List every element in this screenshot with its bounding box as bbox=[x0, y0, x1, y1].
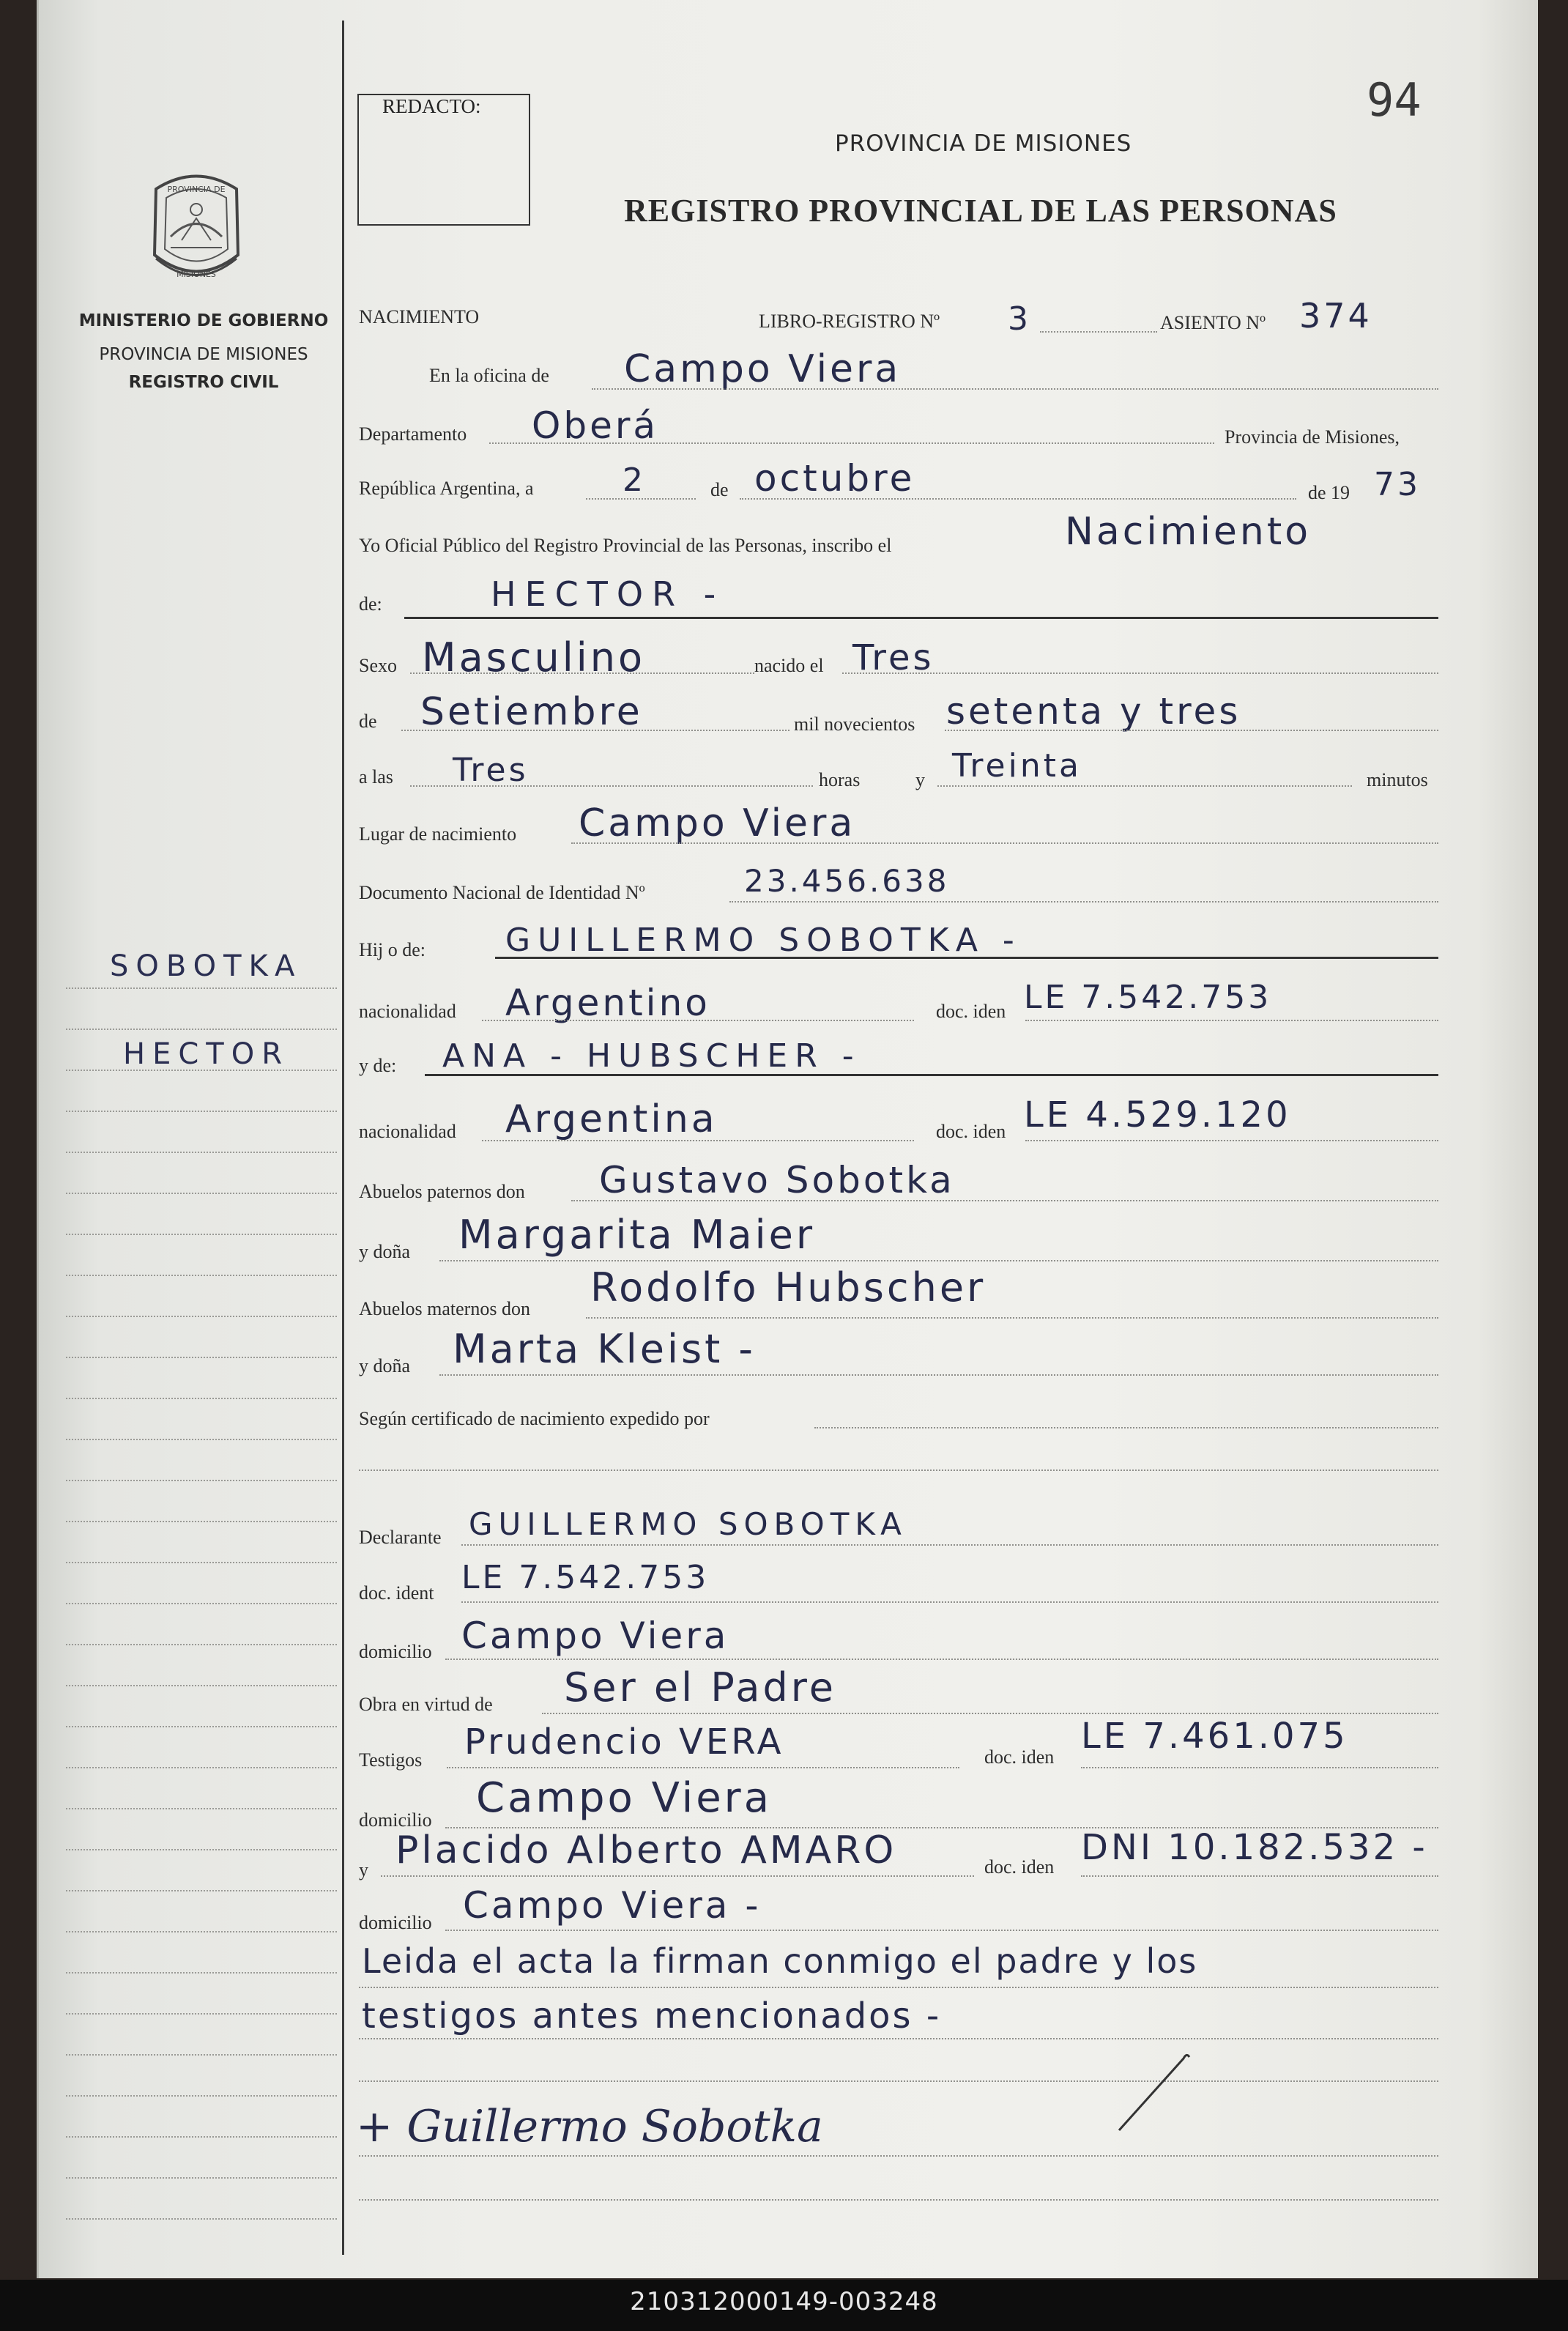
mother-of-label: y de: bbox=[359, 1055, 397, 1076]
witness2-domicile-line bbox=[445, 1930, 1438, 1931]
day-value: 2 bbox=[623, 462, 646, 499]
margin-ruled-line bbox=[66, 1808, 337, 1809]
father-doc-label: doc. iden bbox=[936, 1001, 1006, 1022]
minutes-value: Treinta bbox=[952, 747, 1082, 785]
crest-top-text: PROVINCIA DE bbox=[167, 185, 226, 194]
form-vertical-rule bbox=[342, 21, 344, 2255]
witness1-name-line bbox=[447, 1767, 959, 1768]
maternal-grandmother: Marta Kleist - bbox=[453, 1326, 756, 1372]
margin-ruled-line bbox=[66, 1398, 337, 1399]
witnesses-label: Testigos bbox=[359, 1749, 423, 1771]
born-month-line bbox=[401, 730, 789, 731]
margin-ruled-line bbox=[66, 2218, 337, 2220]
witness1-doc-line bbox=[1081, 1767, 1438, 1768]
born-year-words: setenta y tres bbox=[946, 690, 1241, 733]
department-line bbox=[489, 442, 1214, 444]
margin-ruled-line bbox=[66, 1521, 337, 1522]
virtue-value: Ser el Padre bbox=[564, 1664, 836, 1711]
margin-ruled-line bbox=[66, 1603, 337, 1604]
day-line bbox=[586, 498, 696, 500]
margin-province-label: PROVINCIA DE MISIONES bbox=[99, 345, 308, 364]
father-doc: LE 7.542.753 bbox=[1024, 979, 1272, 1016]
office-label: En la oficina de bbox=[429, 365, 549, 386]
witness2-name: Placido Alberto AMARO bbox=[395, 1828, 897, 1872]
coat-of-arms-icon bbox=[141, 167, 251, 290]
father-name-line bbox=[495, 957, 1438, 959]
margin-ruled-line bbox=[66, 1931, 337, 1932]
office-value: Campo Viera bbox=[624, 347, 902, 391]
registry-title: REGISTRO PROVINCIAL DE LAS PERSONAS bbox=[624, 193, 1337, 229]
birthplace-value: Campo Viera bbox=[579, 801, 856, 845]
sex-line bbox=[410, 672, 754, 674]
margin-ruled-line bbox=[66, 1849, 337, 1850]
margin-ruled-line bbox=[66, 1685, 337, 1686]
entry-label: ASIENTO Nº bbox=[1160, 312, 1266, 333]
mother-nationality-label: nacionalidad bbox=[359, 1121, 456, 1142]
margin-ruled-line bbox=[66, 1439, 337, 1440]
blank-line-2 bbox=[359, 2199, 1438, 2201]
signature-line bbox=[359, 2155, 1438, 2157]
witness2-doc-label: doc. iden bbox=[984, 1856, 1055, 1878]
hours-label: horas bbox=[819, 769, 861, 790]
declarant-label: Declarante bbox=[359, 1527, 442, 1548]
witness1-name: Prudencio VERA bbox=[464, 1722, 784, 1763]
witness2-domicile-label: domicilio bbox=[359, 1912, 432, 1933]
province-title: PROVINCIA DE MISIONES bbox=[835, 130, 1132, 157]
hour-value: Tres bbox=[453, 752, 529, 789]
child-of-parents-label: Hij o de: bbox=[359, 939, 426, 960]
declarant-line bbox=[461, 1544, 1438, 1546]
entry-value: 374 bbox=[1299, 296, 1372, 336]
closing-line-1: Leida el acta la firman conmigo el padre y los bbox=[362, 1941, 1198, 1981]
witness2-name-line bbox=[381, 1875, 974, 1877]
margin-ruled-line bbox=[66, 1890, 337, 1891]
scan-id: 210312000149-003248 bbox=[630, 2287, 938, 2316]
mother-doc-label: doc. iden bbox=[936, 1121, 1006, 1142]
paternal-grandmother-label: y doña bbox=[359, 1241, 411, 1262]
child-name: HECTOR - bbox=[491, 574, 725, 614]
born-year-line bbox=[945, 730, 1438, 731]
officer-pen-stroke bbox=[1113, 2044, 1201, 2139]
sex-label: Sexo bbox=[359, 655, 397, 676]
closing-line-1-rule bbox=[359, 1987, 1438, 1988]
mother-name-line bbox=[425, 1074, 1438, 1076]
mother-name: ANA - HUBSCHER - bbox=[442, 1037, 861, 1075]
paternal-grandmother-line bbox=[439, 1260, 1438, 1261]
declarant-doc-line bbox=[461, 1601, 1438, 1603]
margin-ruled-line bbox=[66, 1316, 337, 1317]
father-nationality-line bbox=[482, 1020, 914, 1021]
margin-ruled-line bbox=[66, 2136, 337, 2138]
witness2-doc-line bbox=[1081, 1875, 1438, 1877]
margin-ruled-line bbox=[66, 1029, 337, 1030]
declarant-domicile: Campo Viera bbox=[461, 1615, 729, 1657]
maternal-grandfather-line bbox=[586, 1317, 1438, 1319]
paternal-grandmother: Margarita Maier bbox=[458, 1212, 816, 1258]
father-signature: + Guillermo Sobotka bbox=[356, 2101, 823, 2152]
witness1-domicile-label: domicilio bbox=[359, 1809, 432, 1831]
department-label: Departamento bbox=[359, 423, 467, 445]
father-nationality: Argentino bbox=[505, 982, 710, 1024]
redacto-label: REDACTO: bbox=[382, 95, 481, 117]
mother-doc: LE 4.529.120 bbox=[1024, 1094, 1291, 1135]
maternal-grandfather: Rodolfo Hubscher bbox=[590, 1264, 986, 1311]
declarant-doc-label: doc. ident bbox=[359, 1582, 434, 1604]
dni-label: Documento Nacional de Identidad Nº bbox=[359, 882, 645, 903]
born-month: Setiembre bbox=[420, 690, 643, 734]
mother-nationality-line bbox=[482, 1140, 914, 1141]
margin-ruled-line bbox=[66, 1562, 337, 1563]
margin-ruled-line bbox=[66, 1111, 337, 1112]
maternal-grandmother-line bbox=[439, 1374, 1438, 1376]
virtue-line bbox=[542, 1713, 1438, 1714]
record-type-label: NACIMIENTO bbox=[359, 306, 480, 327]
born-day-line bbox=[842, 672, 1438, 674]
witness2-y-label: y bbox=[359, 1859, 368, 1880]
act-value: Nacimiento bbox=[1065, 510, 1312, 554]
officer-text: Yo Oficial Público del Registro Provincial de las Personas, inscribo el bbox=[359, 535, 892, 556]
margin-ruled-line bbox=[66, 2095, 337, 2097]
declarant-domicile-label: domicilio bbox=[359, 1641, 432, 1662]
maternal-grandmother-label: y doña bbox=[359, 1355, 411, 1376]
book-value: 3 bbox=[1008, 300, 1031, 338]
margin-ruled-line bbox=[66, 1234, 337, 1235]
margin-ruled-line bbox=[66, 1726, 337, 1727]
witness1-domicile: Campo Viera bbox=[476, 1774, 773, 1822]
dni-value: 23.456.638 bbox=[744, 863, 950, 899]
born-day: Tres bbox=[852, 637, 935, 678]
certificate-label: Según certificado de nacimiento expedido por bbox=[359, 1408, 710, 1429]
paternal-grandfather-line bbox=[571, 1200, 1438, 1201]
paternal-grandfather: Gustavo Sobotka bbox=[599, 1159, 955, 1201]
province-suffix: Provincia de Misiones, bbox=[1225, 426, 1400, 448]
birthplace-line bbox=[571, 842, 1438, 844]
margin-surname: SOBOTKA bbox=[110, 949, 302, 983]
minutes-line bbox=[937, 785, 1352, 787]
born-label: nacido el bbox=[754, 655, 824, 676]
witness1-doc-label: doc. iden bbox=[984, 1746, 1055, 1768]
closing-line-2: testigos antes mencionados - bbox=[362, 1995, 942, 2037]
office-line bbox=[592, 388, 1438, 390]
margin-ruled-line bbox=[66, 2054, 337, 2056]
paternal-grandfather-label: Abuelos paternos don bbox=[359, 1181, 525, 1202]
civil-registry-label: REGISTRO CIVIL bbox=[128, 373, 279, 392]
margin-given-name: HECTOR bbox=[123, 1037, 289, 1071]
witness2-domicile: Campo Viera - bbox=[463, 1884, 762, 1927]
year-value: 73 bbox=[1374, 466, 1421, 503]
birthplace-label: Lugar de nacimiento bbox=[359, 823, 517, 845]
margin-ruled-line bbox=[66, 2013, 337, 2015]
margin-ruled-line bbox=[66, 1193, 337, 1194]
republic-label: República Argentina, a bbox=[359, 478, 534, 499]
certificate-line-2 bbox=[359, 1470, 1438, 1471]
sex-value: Masculino bbox=[422, 634, 645, 681]
and-label: y bbox=[915, 769, 925, 790]
minutes-label: minutos bbox=[1367, 769, 1428, 790]
margin-ruled-line bbox=[66, 1767, 337, 1768]
at-label: a las bbox=[359, 766, 393, 788]
margin-ruled-line bbox=[66, 1357, 337, 1358]
virtue-label: Obra en virtud de bbox=[359, 1694, 493, 1715]
margin-ruled-line bbox=[66, 1152, 337, 1153]
blank-line-1 bbox=[359, 2080, 1438, 2082]
mother-doc-line bbox=[1025, 1140, 1438, 1141]
margin-ruled-line bbox=[66, 1644, 337, 1645]
margin-ruled-line bbox=[66, 987, 337, 989]
crest-bottom-text: MISIONES bbox=[177, 270, 216, 279]
margin-ruled-line bbox=[66, 1480, 337, 1481]
witness2-doc: DNI 10.182.532 - bbox=[1081, 1827, 1428, 1868]
certificate-line bbox=[814, 1427, 1438, 1428]
thousand-label: mil novecientos bbox=[794, 714, 915, 735]
year-label: de 19 bbox=[1308, 482, 1350, 503]
closing-line-2-rule bbox=[359, 2038, 1438, 2039]
margin-ruled-line bbox=[66, 1972, 337, 1974]
margin-ruled-line bbox=[66, 2177, 337, 2179]
born-de-label: de bbox=[359, 711, 377, 732]
dni-line bbox=[729, 901, 1438, 903]
page-number: 94 bbox=[1367, 73, 1422, 127]
father-doc-line bbox=[1025, 1020, 1438, 1021]
book-label: LIBRO-REGISTRO Nº bbox=[759, 311, 940, 332]
child-name-line bbox=[404, 617, 1438, 619]
child-of-label: de: bbox=[359, 593, 382, 615]
month-value: octubre bbox=[754, 457, 915, 500]
witness1-doc: LE 7.461.075 bbox=[1081, 1716, 1348, 1757]
hour-line bbox=[410, 785, 813, 787]
department-value: Oberá bbox=[532, 404, 659, 447]
margin-ruled-line bbox=[66, 1275, 337, 1276]
declarant-value: GUILLERMO SOBOTKA bbox=[469, 1506, 907, 1542]
ministry-label: MINISTERIO DE GOBIERNO bbox=[78, 311, 329, 330]
father-name: GUILLERMO SOBOTKA - bbox=[505, 922, 1022, 959]
month-de-label: de bbox=[710, 479, 729, 500]
mother-nationality: Argentina bbox=[505, 1097, 718, 1141]
month-line bbox=[740, 498, 1296, 500]
margin-ruled-line bbox=[66, 1070, 337, 1071]
maternal-grandfather-label: Abuelos maternos don bbox=[359, 1298, 530, 1319]
father-nationality-label: nacionalidad bbox=[359, 1001, 456, 1022]
declarant-doc: LE 7.542.753 bbox=[461, 1559, 710, 1596]
declarant-domicile-line bbox=[445, 1659, 1438, 1660]
book-line bbox=[1040, 331, 1157, 333]
